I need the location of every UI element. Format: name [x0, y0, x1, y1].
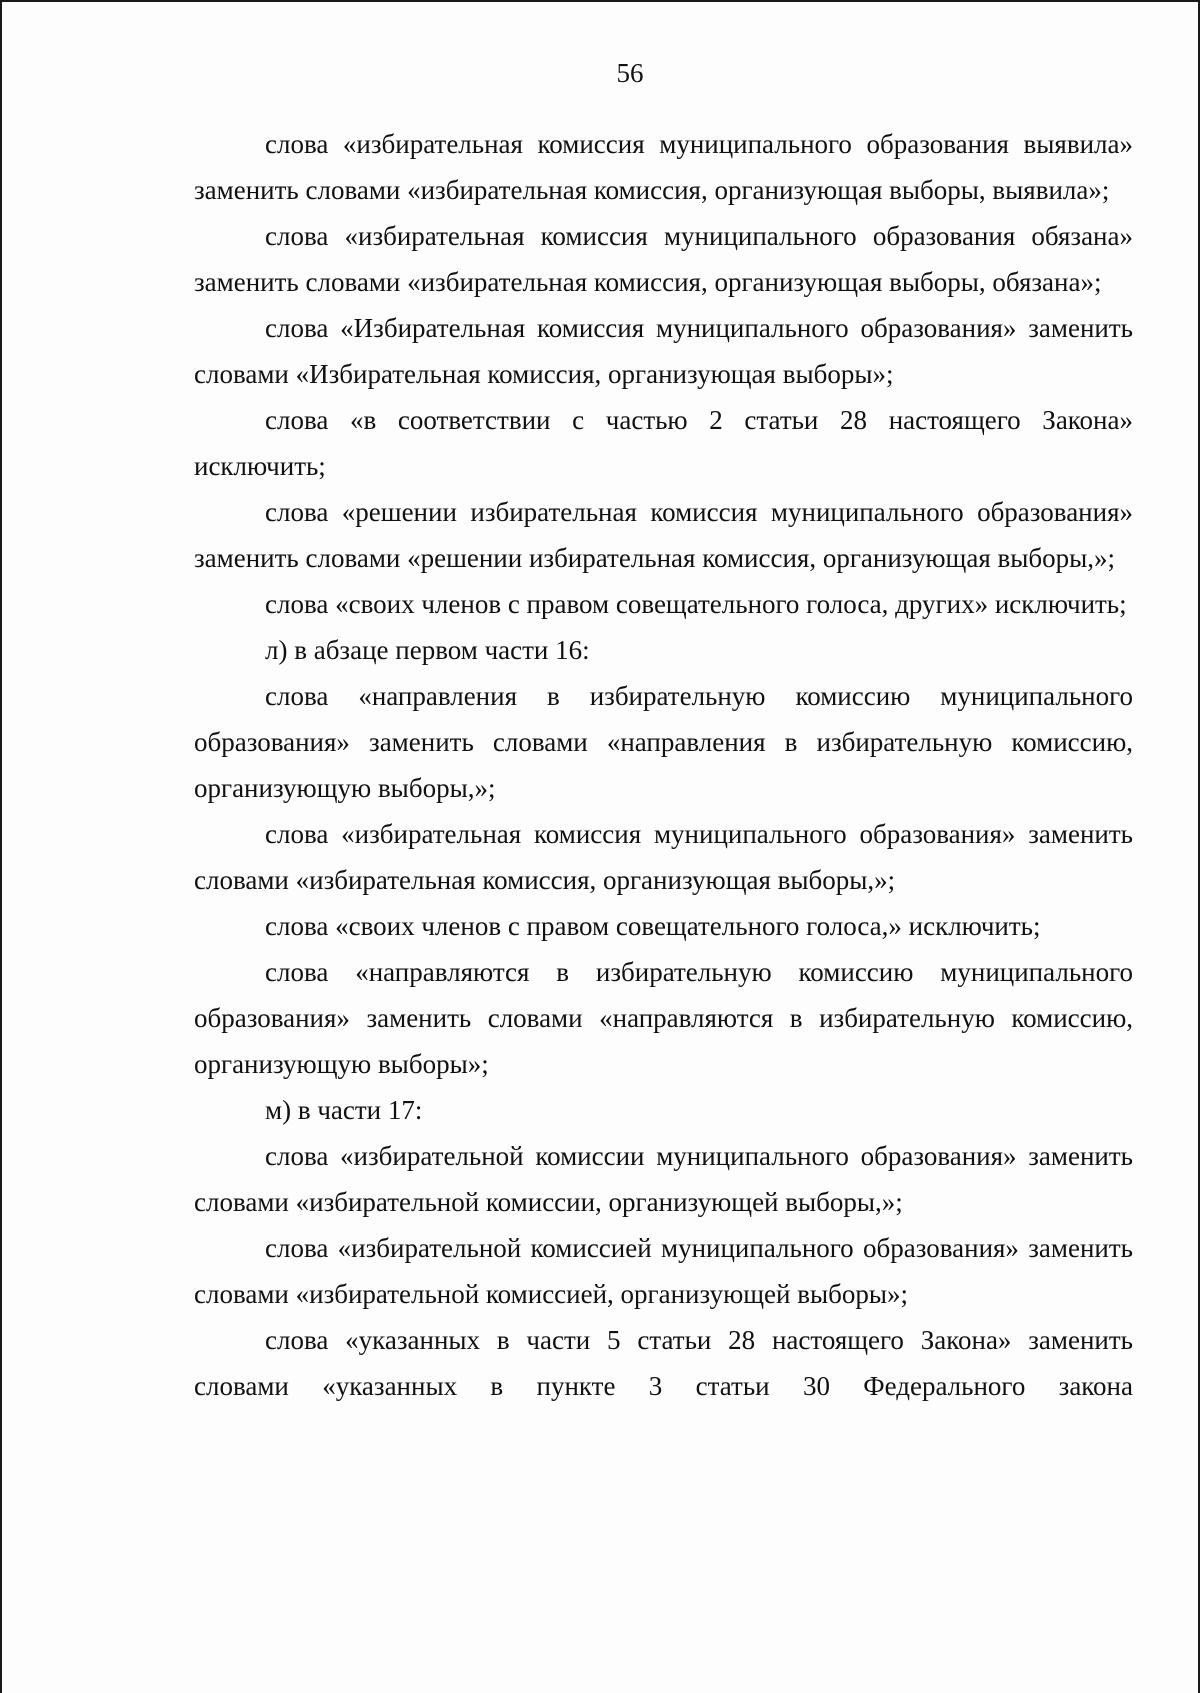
paragraph: слова «избирательная комиссия муниципального образования» заменить словами «избирательная комиссия, организующая выборы,»; — [194, 819, 1133, 895]
paragraph: слова «своих членов с правом совещательного голоса, других» исключить; — [265, 589, 1127, 619]
paragraph: слова «своих членов с правом совещательного голоса,» исключить; — [265, 911, 1041, 941]
paragraph: слова «решении избирательная комиссия муниципального образования» заменить словами «решении избирательная комиссия, организующая выборы,»; — [194, 497, 1133, 573]
paragraph: слова «направляются в избирательную комиссию муниципального образования» заменить словами «направляются в избирательную комиссию, организующую выборы»; — [194, 957, 1133, 1079]
paragraph: слова «избирательной комиссии муниципального образования» заменить словами «избирательной комиссии, организующей выборы,»; — [194, 1141, 1133, 1217]
paragraph: слова «избирательная комиссия муниципального образования обязана» заменить словами «избирательная комиссия, организующая выборы, обязана»; — [194, 221, 1133, 297]
page-number: 56 — [616, 58, 644, 88]
subsection-heading: л) в абзаце первом части 16: — [265, 635, 590, 665]
document-body — [194, 121, 1133, 1409]
paragraph: слова «направления в избирательную комиссию муниципального образования» заменить словами «направления в избирательную комиссию, организующую выборы,»; — [194, 681, 1133, 803]
paragraph: слова «избирательная комиссия муниципального образования выявила» заменить словами «избирательная комиссия, организующая выборы, выявила»; — [194, 129, 1133, 205]
paragraph: слова «в соответствии с частью 2 статьи 28 настоящего Закона» исключить; — [194, 405, 1133, 481]
paragraph: слова «указанных в части 5 статьи 28 настоящего Закона» заменить словами «указанных в пункте 3 статьи 30 Федерального закона — [194, 1325, 1133, 1401]
paragraph: слова «Избирательная комиссия муниципального образования» заменить словами «Избирательная комиссия, организующая выборы»; — [194, 313, 1133, 389]
subsection-heading: м) в части 17: — [265, 1095, 423, 1125]
paragraph: слова «избирательной комиссией муниципального образования» заменить словами «избирательной комиссией, организующей выборы»; — [194, 1233, 1133, 1309]
